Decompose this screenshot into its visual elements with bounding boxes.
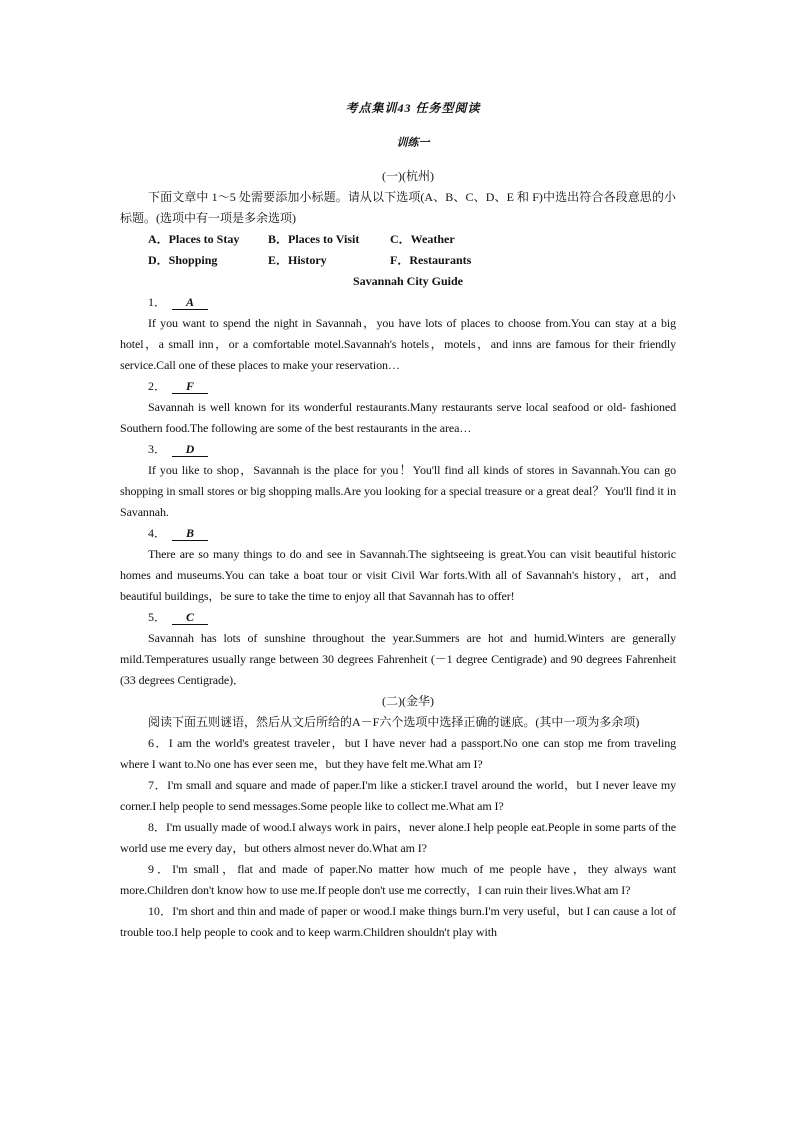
option-e: E．History (268, 253, 327, 267)
item-paragraph: Savannah is well known for its wonderful restaurants.Many restaurants serve local seafood or old- fashioned Southern food.The following are some of the best restaurants in the area… (120, 400, 676, 435)
item-paragraph: If you like to shop，Savannah is the place for you！You'll find all kinds of stores in Savannah.You can go shopping in small stores or big shopping malls.Are you looking for a special treasure or a great deal？You'll find it in Savannah. (120, 463, 676, 519)
option-c: C．Weather (390, 232, 455, 246)
section-2-instruction: 阅读下面五则谜语，然后从文后所给的A－F六个选项中选择正确的谜底。(其中一项为多余项) (148, 715, 640, 729)
page-title: 考点集训43 任务型阅读 (345, 101, 481, 115)
options-row-1 (120, 229, 676, 250)
item-number: 2． (148, 379, 167, 393)
guide-title: Savannah City Guide (352, 274, 464, 288)
item-4 (120, 523, 676, 607)
option-d: D．Shopping (148, 253, 218, 267)
option-f: F．Restaurants (390, 253, 472, 267)
item-number: 5． (148, 610, 167, 624)
riddle-6: 6．I am the world's greatest traveler，but I have never had a passport.No one can stop me from traveling where I want to.No one has ever seen me，but they have felt me.What am I? (120, 736, 676, 771)
section-1-instruction: 下面文章中 1～5 处需要添加小标题。请从以下选项(A、B、C、D、E 和 F)中选出符合各段意思的小标题。(选项中有一项是多余选项) (120, 190, 676, 225)
document-page (120, 96, 676, 943)
riddle-9: 9．I'm small，flat and made of paper.No matter how much of me people have，they always want more.Children don't know how to use me.If people don't use me correctly，I can ruin their lives.What am I? (120, 862, 676, 897)
answer-blank: D (172, 442, 208, 457)
item-1 (120, 292, 676, 376)
item-number: 4． (148, 526, 167, 540)
options-row-2 (120, 250, 676, 271)
section-1-heading: (一)(杭州) (382, 169, 434, 183)
item-paragraph: If you want to spend the night in Savannah，you have lots of places to choose from.You can stay at a big hotel，a small inn，or a comfortable motel.Savannah's hotels，motels，and inns are famous for their friendly service.Call one of these places to make your reservation… (120, 316, 676, 372)
item-paragraph: Savannah has lots of sunshine throughout the year.Summers are hot and humid.Winters are generally mild.Temperatures usually range between 30 degrees Fahrenheit (－1 degree Centigrade) and 90 degrees Fahrenheit (33 degrees Centigrade)． (120, 631, 676, 687)
riddle-8: 8．I'm usually made of wood.I always work in pairs，never alone.I help people eat.People in some parts of the world use me every day，but others almost never do.What am I? (120, 820, 676, 855)
answer-blank: C (172, 610, 208, 625)
item-number: 3． (148, 442, 167, 456)
option-b: B．Places to Visit (268, 232, 360, 246)
item-5 (120, 607, 676, 691)
answer-blank: F (172, 379, 208, 394)
riddle-7: 7．I'm small and square and made of paper.I'm like a sticker.I travel around the world，but I never leave my corner.I help people to send messages.Some people like to collect me.What am I? (120, 778, 676, 813)
item-number: 1． (148, 295, 167, 309)
answer-blank: A (172, 295, 208, 310)
riddle-10: 10．I'm short and thin and made of paper or wood.I make things burn.I'm very useful，but I can cause a lot of trouble too.I help people to cook and to keep warm.Children shouldn't play with (120, 904, 676, 939)
option-a: A．Places to Stay (148, 232, 240, 246)
item-paragraph: There are so many things to do and see in Savannah.The sightseeing is great.You can visit beautiful historic homes and museums.You can take a boat tour or visit Civil War forts.With all of Savannah's history，art，and beautiful buildings，be sure to take the time to enjoy all that Savannah has to offer! (120, 547, 676, 603)
page-subtitle: 训练一 (396, 137, 430, 149)
item-2 (120, 376, 676, 439)
answer-blank: B (172, 526, 208, 541)
section-2-heading: (二)(金华) (382, 694, 434, 708)
item-3 (120, 439, 676, 523)
